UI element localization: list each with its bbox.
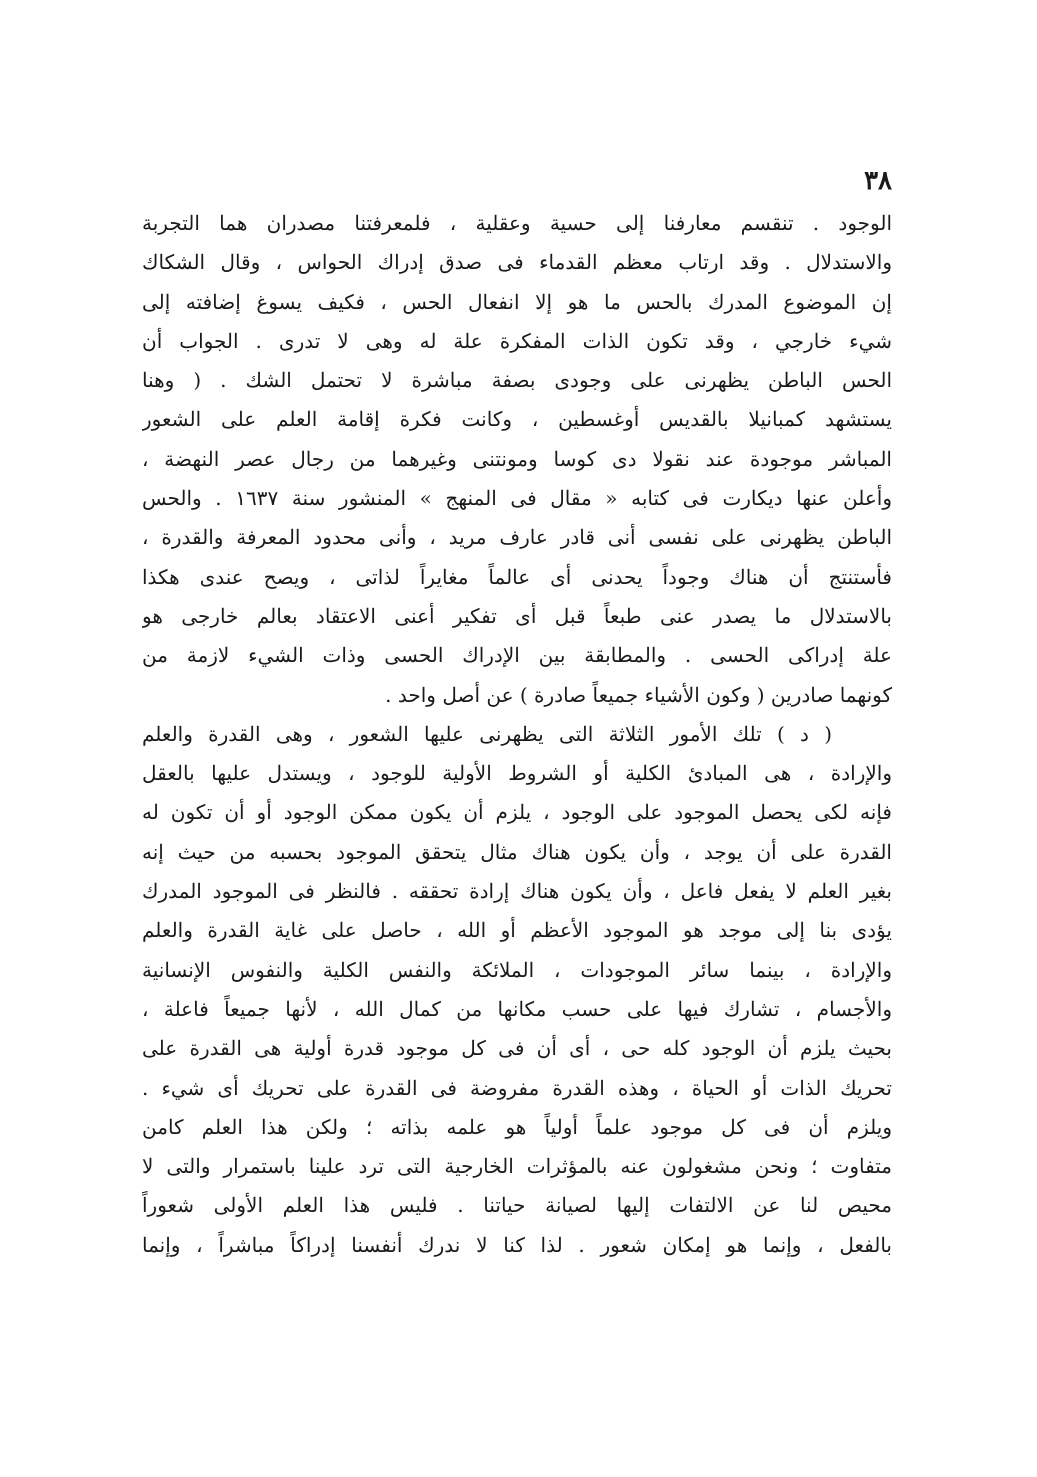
text-line: إن الموضوع المدرك بالحس ما هو إلا انفعال الحس ، فكيف يسوغ إضافته إلى [142,289,892,314]
text-line: والإرادة ، هى المبادئ الكلية أو الشروط الأولية للوجود ، ويستدل عليها بالعقل [142,761,892,786]
text-line: بالاستدلال ما يصدر عنى طبعاً قبل أى تفكير أعنى الاعتقاد بعالم خارجى هو [142,603,892,628]
text-line: فإنه لكى يحصل الموجود على الوجود ، يلزم أن يكون ممكن الوجود أو أن تكون له [142,800,892,825]
page-number: ٣٨ [864,166,892,196]
text-line: وأعلن عنها ديكارت فى كتابه « مقال فى المنهج » المنشور سنة ١٦٣٧ . والحس [142,486,892,511]
text-line: كونهما صادرين ( وكون الأشياء جميعاً صادرة ) عن أصل واحد . [385,682,892,707]
text-line: الباطن يظهرنى على نفسى أنى قادر عارف مريد ، وأنى محدود المعرفة والقدرة ، [142,525,892,550]
text-line: بالفعل ، وإنما هو إمكان شعور . لذا كنا لا ندرك أنفسنا إدراكاً مباشراً ، وإنما [142,1232,892,1257]
text-line: محيص لنا عن الالتفات إليها لصيانة حياتنا . فليس هذا العلم الأولى شعوراً [142,1193,892,1218]
text-line: المباشر موجودة عند نقولا دى كوسا ومونتنى وغيرهما من رجال عصر النهضة ، [142,446,892,471]
text-line: بحيث يلزم أن الوجود كله حى ، أى أن فى كل موجود قدرة أولية هى القدرة على [142,1036,892,1061]
paragraph [142,204,892,715]
text-line: يؤدى بنا إلى موجد هو الموجود الأعظم أو الله ، حاصل على غاية القدرة والعلم [142,918,892,943]
text-line: علة إدراكى الحسى . والمطابقة بين الإدراك الحسى وذات الشيء لازمة من [142,643,892,668]
text-line: والإرادة ، بينما سائر الموجودات ، الملائكة والنفس الكلية والنفوس الإنسانية [142,957,892,982]
text-line: القدرة على أن يوجد ، وأن يكون هناك مثال يتحقق الموجود بحسبه من حيث إنه [142,839,892,864]
text-line: والاستدلال . وقد ارتاب معظم القدماء فى صدق إدراك الحواس ، وقال الشكاك [142,250,892,275]
text-line: الحس الباطن يظهرنى على وجودى بصفة مباشرة لا تحتمل الشك . ( وهنا [142,368,892,393]
text-line: الوجود . تنقسم معارفنا إلى حسية وعقلية ، فلمعرفتنا مصدران هما التجربة [142,211,892,235]
text-line: متفاوت ؛ ونحن مشغولون عنه بالمؤثرات الخارجية التى ترد علينا باستمرار والتى لا [142,1154,892,1179]
text-line: شيء خارجي ، وقد تكون الذات المفكرة علة له وهى لا تدرى . الجواب أن [142,328,892,353]
text-line: فأستنتج أن هناك وجوداً يحدنى أى عالماً مغايراً لذاتى ، ويصح عندى هكذا [142,564,892,589]
body-text [142,204,892,1265]
text-line: والأجسام ، تشارك فيها على حسب مكانها من كمال الله ، لأنها جميعاً فاعلة ، [142,996,892,1021]
text-line: ( د ) تلك الأمور الثلاثة التى يظهرنى عليها الشعور ، وهى القدرة والعلم [142,721,832,746]
text-line: ويلزم أن فى كل موجود علماً أولياً هو علمه بذاته ؛ ولكن هذا العلم كامن [142,1114,892,1139]
paragraph [142,715,892,1265]
text-line: تحريك الذات أو الحياة ، وهذه القدرة مفروضة فى القدرة على تحريك أى شيء . [142,1075,892,1100]
text-line: يستشهد كمبانيلا بالقديس أوغسطين ، وكانت فكرة إقامة العلم على الشعور [142,407,892,432]
text-line: بغير العلم لا يفعل فاعل ، وأن يكون هناك إرادة تحققه . فالنظر فى الموجود المدرك [142,879,892,904]
